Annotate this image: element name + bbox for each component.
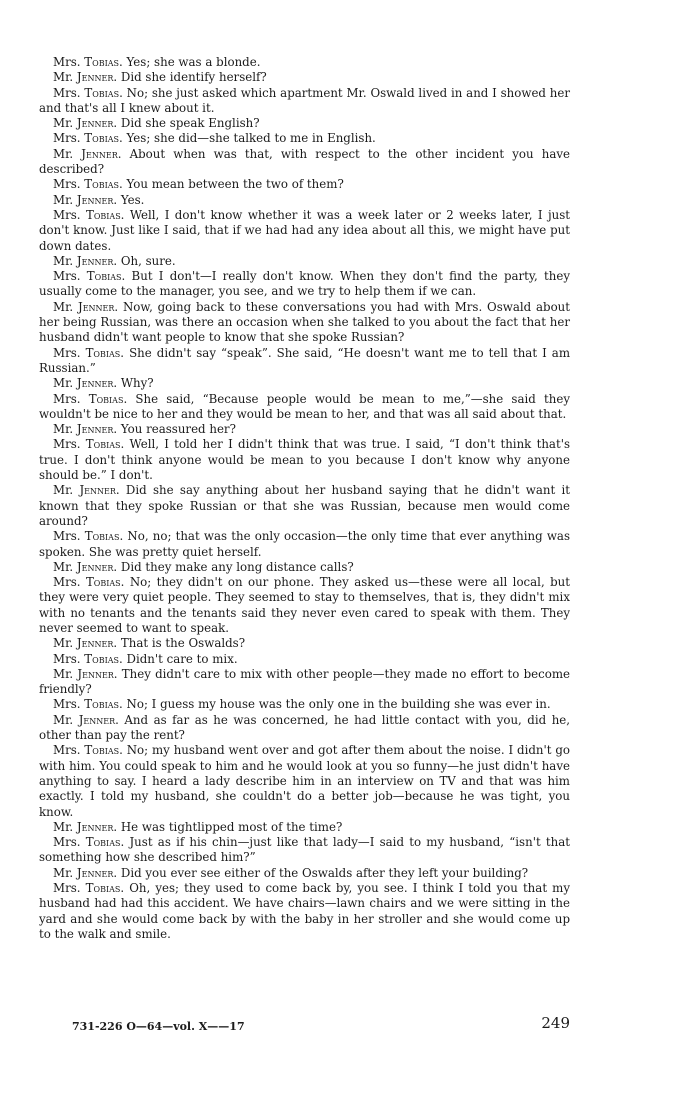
speaker-name: Jenner. xyxy=(78,712,119,727)
statement-text: Did she say anything about her husband saying that he didn't want it known that they spoke Russian or that she was Russian, because men would come around? xyxy=(39,483,570,528)
speaker-title: Mr. xyxy=(53,146,74,161)
testimony-paragraph xyxy=(39,575,570,636)
speaker-title: Mrs. xyxy=(53,269,81,284)
testimony-paragraph xyxy=(39,483,570,529)
speaker-name: Tobias. xyxy=(85,345,125,360)
speaker-name: Tobias. xyxy=(84,651,123,666)
speaker-name: Tobias. xyxy=(88,391,128,406)
statement-text: Now, going back to these conversations you had with Mrs. Oswald about her being Russian, was there an occasion when she talked to you about the fact that her husband didn't want people to know that she spoke Russian? xyxy=(39,299,571,345)
speaker-title: Mrs. xyxy=(53,55,81,69)
testimony-paragraph xyxy=(39,866,570,881)
speaker-title: Mrs. xyxy=(53,207,81,222)
statement-text: He was tightlipped most of the time? xyxy=(120,819,343,834)
speaker-title: Mr. xyxy=(53,116,74,131)
speaker-name: Tobias. xyxy=(84,131,123,146)
speaker-title: Mr. xyxy=(53,636,74,651)
speaker-title: Mr. xyxy=(53,819,74,834)
speaker-name: Jenner. xyxy=(77,299,119,314)
testimony-paragraph xyxy=(39,697,570,712)
testimony-paragraph xyxy=(39,835,570,866)
speaker-name: Tobias. xyxy=(85,881,125,896)
statement-text: But I don't—I really don't know. When they don't find the party, they usually come to the manager, you see, and we try to help them if we can. xyxy=(39,269,571,299)
statement-text: Did she identify herself? xyxy=(120,70,267,85)
speaker-title: Mrs. xyxy=(53,177,81,192)
speaker-title: Mrs. xyxy=(53,391,81,406)
statement-text: You mean between the two of them? xyxy=(126,177,344,192)
testimony-paragraph xyxy=(39,300,570,346)
statement-text: And as far as he was concerned, he had little contact with you, did he, other than pay the rent? xyxy=(39,712,571,743)
statement-text: About when was that, with respect to the other incident you have described? xyxy=(39,146,571,177)
statement-text: Yes; she did—she talked to me in English. xyxy=(126,131,376,146)
speaker-title: Mrs. xyxy=(53,881,81,896)
statement-text: Oh, yes; they used to come back by, you see. I think I told you that my husband had had this accident. We have chairs—lawn chairs and we were sitting in the yard and she would come back by with the baby in her stroller and she would come up to the walk and smile. xyxy=(39,881,571,941)
statement-text: Did you ever see either of the Oswalds after they left your building? xyxy=(120,865,529,880)
speaker-name: Tobias. xyxy=(84,529,124,544)
statement-text: No; I guess my house was the only one in the building she was ever in. xyxy=(126,697,551,712)
speaker-name: Tobias. xyxy=(85,207,125,222)
speaker-title: Mrs. xyxy=(53,131,81,146)
testimony-paragraph xyxy=(39,254,570,269)
speaker-name: Tobias. xyxy=(84,697,123,712)
speaker-title: Mr. xyxy=(53,422,74,437)
speaker-name: Tobias. xyxy=(86,269,126,284)
speaker-title: Mrs. xyxy=(53,575,81,590)
statement-text: Yes. xyxy=(120,192,145,207)
speaker-name: Tobias. xyxy=(85,437,125,452)
transcript-body xyxy=(39,55,570,942)
speaker-name: Jenner. xyxy=(76,636,118,651)
statement-text: Did she speak English? xyxy=(120,116,260,131)
statement-text: No; she just asked which apartment Mr. Oswald lived in and I showed her and that's all I knew about it. xyxy=(39,85,571,115)
speaker-name: Jenner. xyxy=(76,116,118,131)
speaker-title: Mr. xyxy=(53,666,74,681)
testimony-paragraph xyxy=(39,86,570,117)
statement-text: No; my husband went over and got after them about the noise. I didn't go with him. You could speak to him and he would look at you so funny—he just didn't have anything to say. I heard a lady describe him in an interview on TV and that was him exactly. I told my husband, she couldn't do a better job—because he was tight, you know. xyxy=(39,743,570,819)
statement-text: Didn't care to mix. xyxy=(126,651,238,666)
speaker-name: Jenner. xyxy=(76,865,118,880)
statement-text: You reassured her? xyxy=(120,422,236,437)
testimony-paragraph xyxy=(39,147,570,178)
speaker-title: Mrs. xyxy=(53,529,81,544)
speaker-name: Tobias. xyxy=(84,743,123,758)
testimony-paragraph xyxy=(39,70,570,85)
speaker-name: Tobias. xyxy=(85,575,125,590)
speaker-title: Mr. xyxy=(53,865,74,880)
statement-text: Well, I don't know whether it was a week later or 2 weeks later, I just don't know. Just like I said, that if we had had any idea about all this, we might have put down dates. xyxy=(39,207,570,253)
speaker-title: Mr. xyxy=(53,253,74,268)
speaker-title: Mrs. xyxy=(53,743,81,758)
speaker-name: Tobias. xyxy=(84,85,123,100)
speaker-name: Jenner. xyxy=(76,819,118,834)
speaker-title: Mr. xyxy=(53,559,74,574)
testimony-paragraph xyxy=(39,193,570,208)
testimony-paragraph xyxy=(39,529,570,560)
statement-text: Well, I told her I didn't think that was true. I said, “I don't think that's true. I don't think anyone would be mean to you because I don't know why anyone should be.” I don't. xyxy=(39,437,570,483)
statement-text: She didn't say “speak”. She said, “He doesn't want me to tell that I am Russian.” xyxy=(39,345,571,375)
speaker-name: Jenner. xyxy=(76,253,118,268)
speaker-name: Tobias. xyxy=(85,835,125,850)
testimony-paragraph xyxy=(39,269,570,300)
testimony-paragraph xyxy=(39,131,570,146)
speaker-title: Mrs. xyxy=(53,437,81,452)
testimony-paragraph xyxy=(39,636,570,651)
speaker-name: Jenner. xyxy=(76,559,118,574)
page-number: 249 xyxy=(541,1014,570,1032)
speaker-title: Mrs. xyxy=(53,697,81,712)
speaker-title: Mr. xyxy=(53,712,74,727)
speaker-title: Mr. xyxy=(53,299,74,314)
speaker-title: Mrs. xyxy=(53,835,81,850)
testimony-paragraph xyxy=(39,346,570,377)
statement-text: Oh, sure. xyxy=(120,253,176,268)
statement-text: Did they make any long distance calls? xyxy=(120,559,354,574)
statement-text: Why? xyxy=(120,376,154,391)
print-code: 731-226 O—64—vol. X——17 xyxy=(72,1020,245,1033)
testimony-paragraph xyxy=(39,376,570,391)
testimony-paragraph xyxy=(39,177,570,192)
testimony-paragraph xyxy=(39,208,570,254)
speaker-title: Mr. xyxy=(53,70,74,85)
speaker-title: Mrs. xyxy=(53,651,81,666)
testimony-paragraph xyxy=(39,55,570,70)
statement-text: She said, “Because people would be mean to me,”—she said they wouldn't be nice to her and they would be mean to her, and that was all said about that. xyxy=(39,391,571,421)
testimony-paragraph xyxy=(39,392,570,423)
statement-text: No; they didn't on our phone. They asked us—these were all local, but they were very quiet people. They seemed to stay to themselves, that is, they didn't mix with no tenants and the tenants said they never even cared to speak with them. They never seemed to want to speak. xyxy=(39,575,571,635)
speaker-title: Mrs. xyxy=(53,345,81,360)
speaker-title: Mrs. xyxy=(53,85,81,100)
speaker-title: Mr. xyxy=(53,192,74,207)
speaker-name: Jenner. xyxy=(76,376,118,391)
statement-text: Yes; she was a blonde. xyxy=(126,55,261,69)
speaker-name: Jenner. xyxy=(77,666,118,681)
speaker-name: Jenner. xyxy=(76,422,118,437)
speaker-name: Tobias. xyxy=(84,55,123,69)
speaker-name: Tobias. xyxy=(84,177,123,192)
speaker-title: Mr. xyxy=(53,483,74,498)
speaker-name: Jenner. xyxy=(79,483,120,498)
speaker-name: Jenner. xyxy=(76,192,118,207)
testimony-paragraph xyxy=(39,560,570,575)
statement-text: No, no; that was the only occasion—the only time that ever anything was spoken. She was pretty quiet herself. xyxy=(39,529,571,559)
statement-text: That is the Oswalds? xyxy=(120,636,246,651)
testimony-paragraph xyxy=(39,652,570,667)
testimony-paragraph xyxy=(39,116,570,131)
testimony-paragraph xyxy=(39,881,570,942)
testimony-paragraph xyxy=(39,820,570,835)
testimony-paragraph xyxy=(39,437,570,483)
speaker-title: Mr. xyxy=(53,376,74,391)
speaker-name: Jenner. xyxy=(76,70,118,85)
speaker-name: Jenner. xyxy=(81,146,122,161)
statement-text: Just as if his chin—just like that lady—I said to my husband, “isn't that something how she described him?” xyxy=(39,835,571,865)
testimony-paragraph xyxy=(39,713,570,744)
testimony-paragraph xyxy=(39,743,570,819)
testimony-paragraph xyxy=(39,667,570,698)
testimony-paragraph xyxy=(39,422,570,437)
statement-text: They didn't care to mix with other people—they made no effort to become friendly? xyxy=(39,666,571,697)
